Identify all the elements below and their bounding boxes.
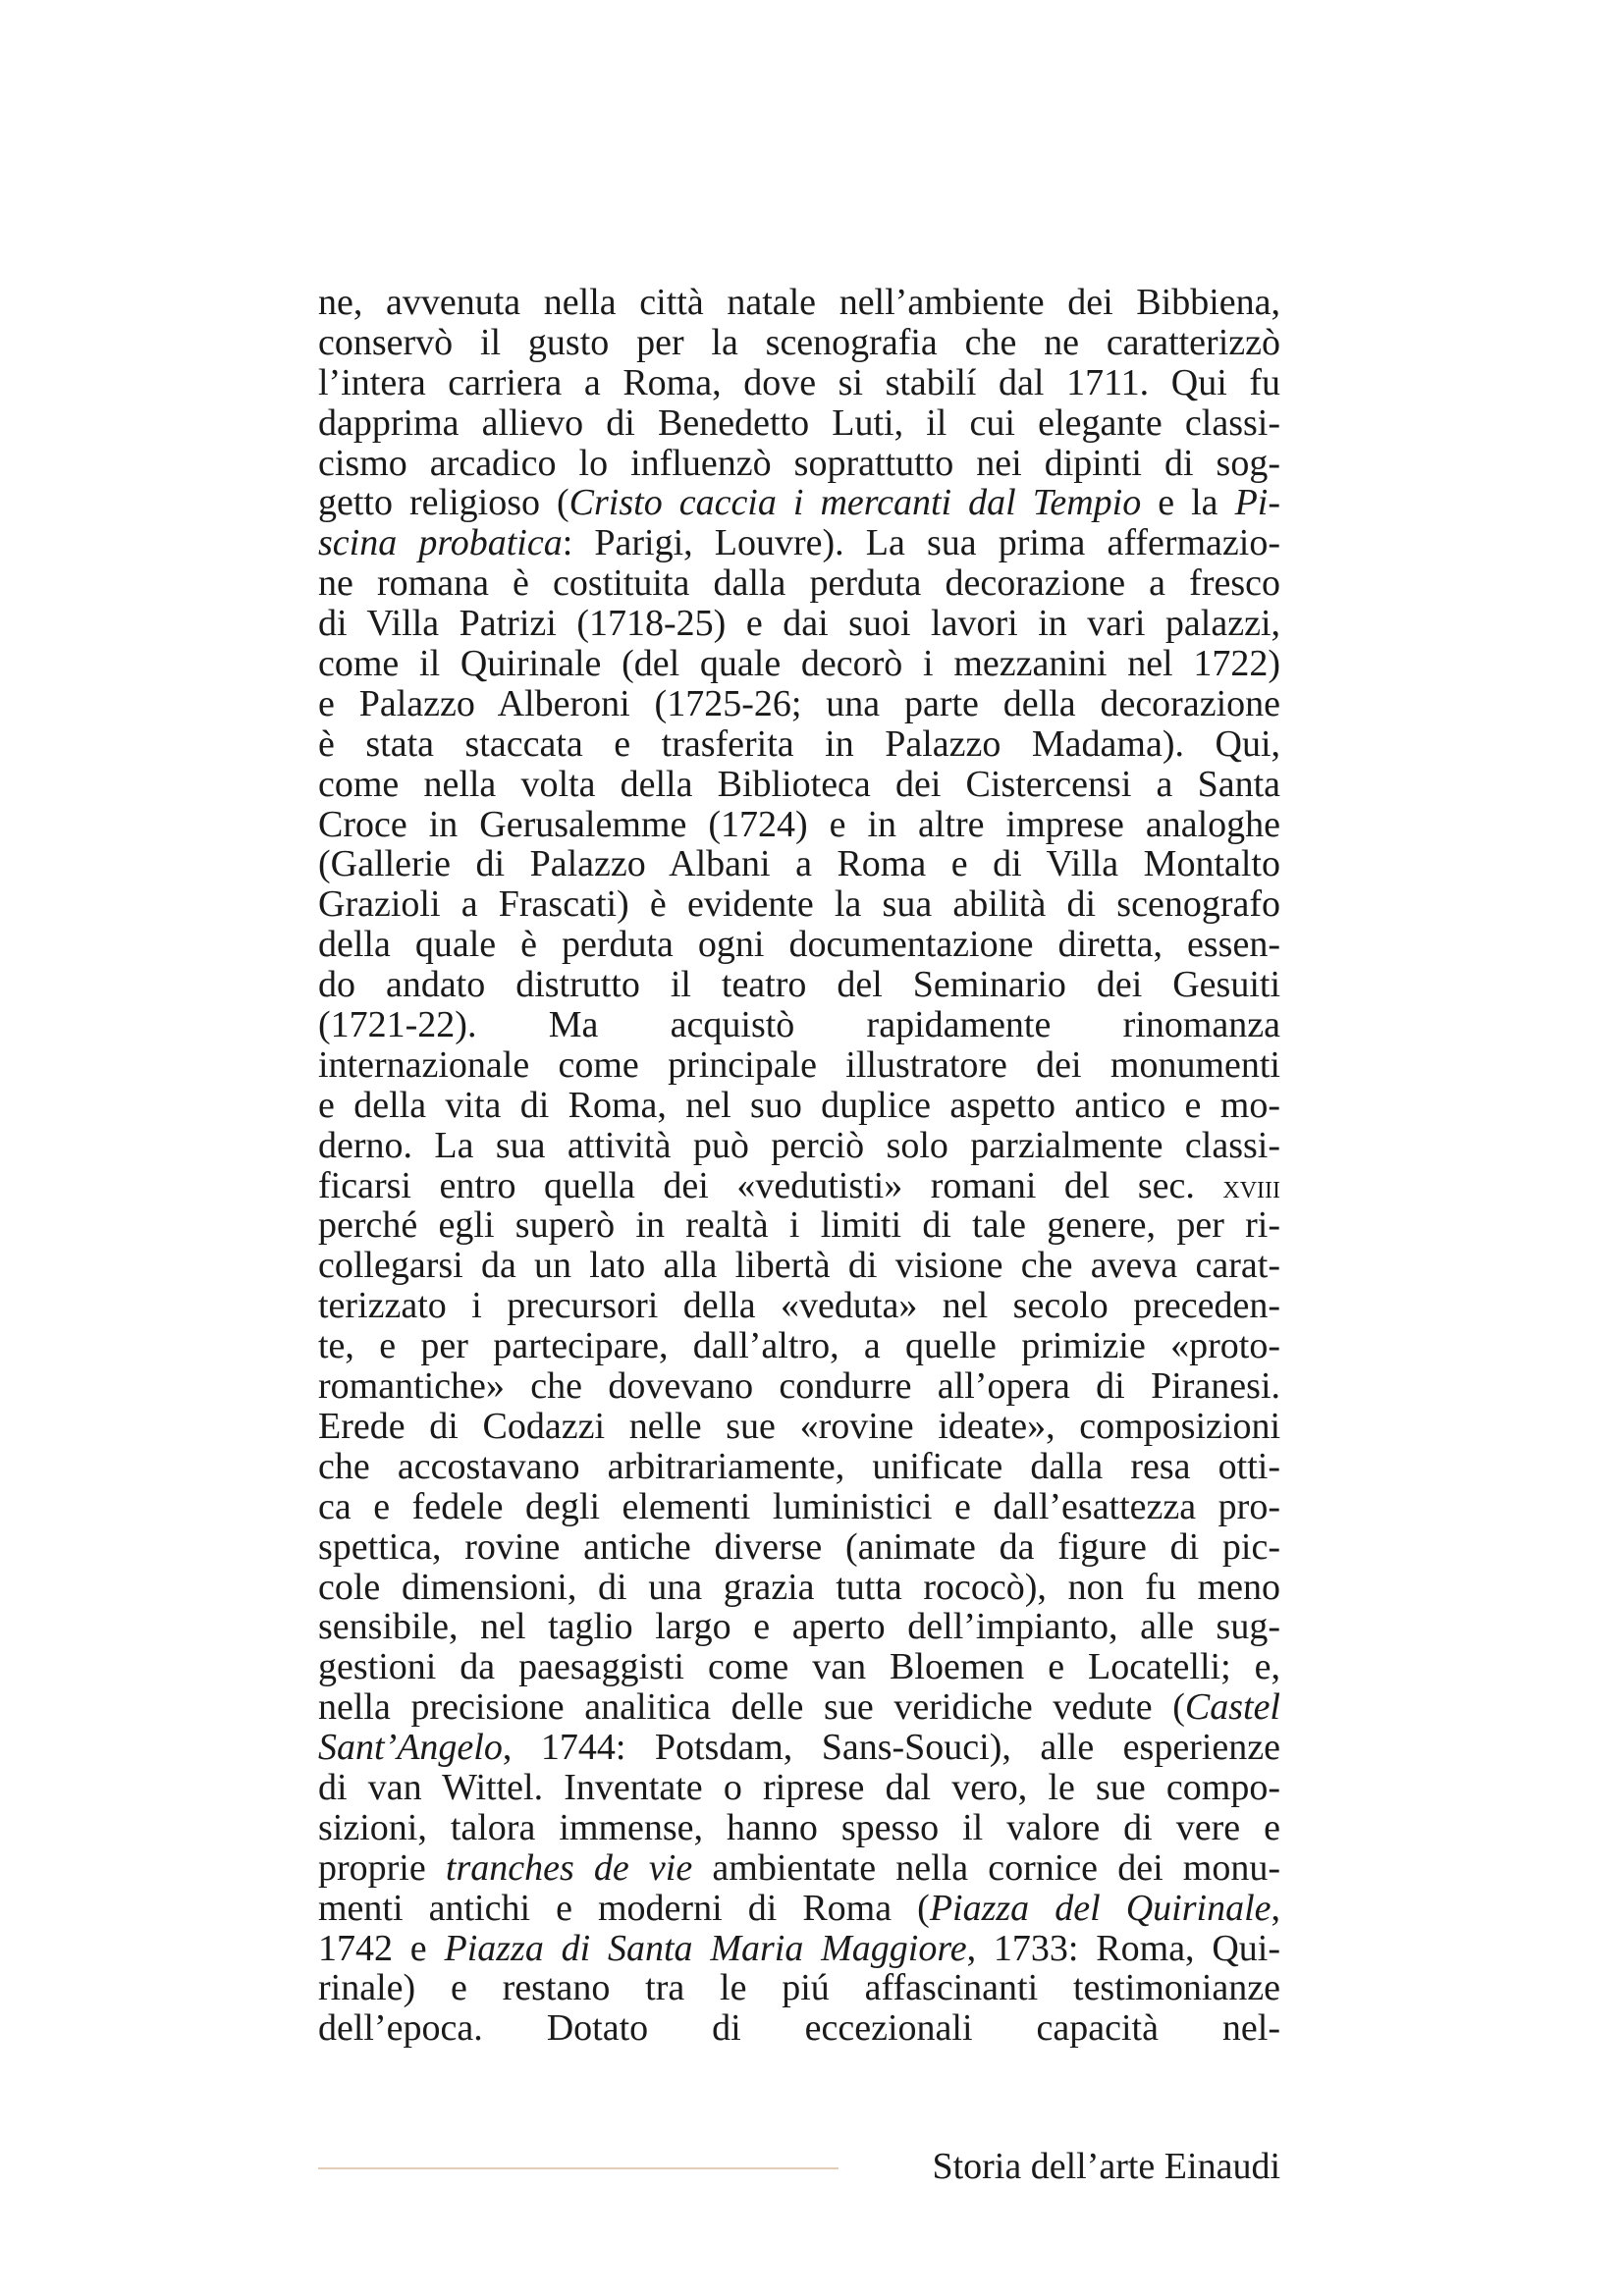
text-segment: Grazioli a Frascati) è evidente la sua abilità di scenografo (318, 883, 1280, 926)
text-segment: cole dimensioni, di una grazia tutta rococò), non fu meno (318, 1566, 1280, 1608)
text-segment: come il Quirinale (del quale decorò i mezzanini nel 1722) (318, 643, 1280, 685)
text-line (318, 1728, 1280, 1768)
text-line (318, 444, 1280, 484)
text-segment: di van Wittel. Inventate o riprese dal vero, le sue compo- (318, 1766, 1280, 1808)
body-text (318, 283, 1280, 2049)
text-line (318, 1768, 1280, 1808)
text-line (318, 483, 1280, 523)
text-segment: (1721-22). Ma acquistò rapidamente rinomanza (318, 1004, 1280, 1046)
text-line (318, 684, 1280, 724)
text-line (318, 1166, 1280, 1206)
text-segment: cismo arcadico lo influenzò soprattutto nei dipinti di sog- (318, 442, 1280, 484)
text-segment: della quale è perduta ogni documentazione diretta, essen- (318, 924, 1280, 966)
text-line (318, 644, 1280, 684)
small-caps-text: xviii (1222, 1166, 1280, 1205)
text-line (318, 363, 1280, 403)
text-segment: : Parigi, Louvre). La sua prima affermazio- (562, 522, 1281, 564)
text-line (318, 323, 1280, 363)
text-segment: conservò il gusto per la scenografia che ne caratterizzò (318, 321, 1280, 363)
text-line (318, 1205, 1280, 1246)
text-segment: e della vita di Roma, nel suo duplice aspetto antico e mo- (318, 1084, 1280, 1126)
text-segment: 1742 e (318, 1927, 445, 1969)
text-segment: ambientate nella cornice dei monu- (692, 1846, 1280, 1889)
text-line (318, 403, 1280, 444)
text-segment: ne, avvenuta nella città natale nell’ambiente dei Bibbiena, (318, 282, 1280, 323)
text-segment: ca e fedele degli elementi luministici e dall’esattezza pro- (318, 1485, 1280, 1527)
text-line (318, 1647, 1280, 1687)
text-segment: è stata staccata e trasferita in Palazzo Madama). Qui, (318, 722, 1280, 765)
text-segment: getto religioso ( (318, 482, 569, 524)
text-segment: spettica, rovine antiche diverse (animate da figure di pic- (318, 1525, 1280, 1568)
text-line (318, 1607, 1280, 1647)
text-line (318, 1366, 1280, 1407)
italic-title: tranches de vie (445, 1846, 693, 1889)
text-segment: rinale) e restano tra le piú affascinanti testimonianze (318, 1967, 1280, 2009)
text-segment: ne romana è costituita dalla perduta decorazione a fresco (318, 562, 1280, 605)
text-segment: che accostavano arbitrariamente, unificate dalla resa otti- (318, 1445, 1280, 1487)
text-line (318, 1568, 1280, 1608)
text-line (318, 1286, 1280, 1326)
text-segment: Erede di Codazzi nelle sue «rovine ideate», composizioni (318, 1405, 1280, 1447)
text-line (318, 965, 1280, 1005)
text-segment: Croce in Gerusalemme (1724) e in altre imprese analoghe (318, 803, 1280, 845)
text-segment: , 1744: Potsdam, Sans-Souci), alle esperienze (502, 1727, 1280, 1769)
text-line (318, 724, 1280, 765)
text-segment: terizzato i precursori della «veduta» nel secolo preceden- (318, 1285, 1280, 1327)
italic-title: Castel (1184, 1686, 1280, 1729)
text-line (318, 765, 1280, 805)
italic-title: Sant’Angelo (318, 1727, 503, 1769)
text-line (318, 1126, 1280, 1166)
text-segment: te, e per partecipare, dall’altro, a quelle primizie «proto- (318, 1325, 1280, 1367)
italic-title: Pi- (1234, 482, 1280, 524)
text-segment: internazionale come principale illustratore dei monumenti (318, 1043, 1280, 1086)
text-line (318, 1527, 1280, 1568)
text-line (318, 604, 1280, 644)
text-segment: , 1733: Roma, Qui- (966, 1927, 1281, 1969)
footer-rule (318, 2167, 839, 2169)
text-line (318, 523, 1280, 563)
text-segment: dapprima allievo di Benedetto Luti, il cui elegante classi- (318, 401, 1280, 444)
text-line (318, 1968, 1280, 2008)
text-segment: (Gallerie di Palazzo Albani a Roma e di Villa Montalto (318, 843, 1280, 885)
text-segment: romantiche» che dovevano condurre all’opera di Piranesi. (318, 1365, 1280, 1408)
text-line (318, 2008, 1280, 2049)
text-line (318, 1687, 1280, 1728)
text-segment: l’intera carriera a Roma, dove si stabilí dal 1711. Qui fu (318, 361, 1280, 403)
text-segment: proprie (318, 1846, 446, 1889)
text-line (318, 805, 1280, 845)
text-segment: di Villa Patrizi (1718-25) e dai suoi lavori in vari palazzi, (318, 603, 1280, 645)
italic-title: Cristo caccia i mercanti dal Tempio (568, 482, 1142, 524)
italic-title: Piazza di Santa Maria Maggiore (444, 1927, 967, 1969)
page-footer (318, 2142, 1280, 2191)
text-segment: e Palazzo Alberoni (1725-26; una parte della decorazione (318, 682, 1280, 724)
text-line (318, 1246, 1280, 1286)
text-line (318, 1929, 1280, 1969)
text-segment: nella precisione analitica delle sue veridiche vedute ( (318, 1686, 1185, 1729)
text-line (318, 1407, 1280, 1447)
text-line (318, 844, 1280, 884)
text-line (318, 1487, 1280, 1527)
text-segment: dell’epoca. Dotato di eccezionali capacità nel- (318, 2007, 1280, 2050)
text-segment: gestioni da paesaggisti come van Bloemen e Locatelli; e, (318, 1646, 1280, 1688)
text-segment: derno. La sua attività può perciò solo parzialmente classi- (318, 1124, 1280, 1166)
text-line (318, 283, 1280, 323)
text-segment: do andato distrutto il teatro del Seminario dei Gesuiti (318, 964, 1280, 1006)
text-segment: come nella volta della Biblioteca dei Cistercensi a Santa (318, 763, 1280, 805)
text-line (318, 1005, 1280, 1045)
text-line (318, 563, 1280, 604)
text-segment: perché egli superò in realtà i limiti di tale genere, per ri- (318, 1204, 1280, 1247)
footer-title: Storia dell’arte Einaudi (932, 2146, 1280, 2187)
text-segment: menti antichi e moderni di Roma ( (318, 1887, 930, 1929)
text-line (318, 1808, 1280, 1848)
italic-title: scina probatica (318, 522, 563, 564)
text-segment: sizioni, talora immense, hanno spesso il valore di vere e (318, 1806, 1280, 1848)
text-line (318, 1326, 1280, 1366)
text-segment: collegarsi da un lato alla libertà di visione che aveva carat- (318, 1245, 1280, 1287)
text-line (318, 1889, 1280, 1929)
text-segment: e la (1141, 482, 1235, 524)
text-line (318, 1086, 1280, 1126)
text-segment: sensibile, nel taglio largo e aperto dell’impianto, alle sug- (318, 1606, 1280, 1648)
text-line (318, 1447, 1280, 1487)
text-line (318, 1045, 1280, 1086)
text-line (318, 1848, 1280, 1889)
italic-title: Piazza del Quirinale (929, 1887, 1271, 1929)
text-line (318, 925, 1280, 965)
text-segment: , (1271, 1887, 1280, 1929)
text-line (318, 884, 1280, 925)
text-segment: ficarsi entro quella dei «vedutisti» romani del sec. (318, 1164, 1223, 1206)
